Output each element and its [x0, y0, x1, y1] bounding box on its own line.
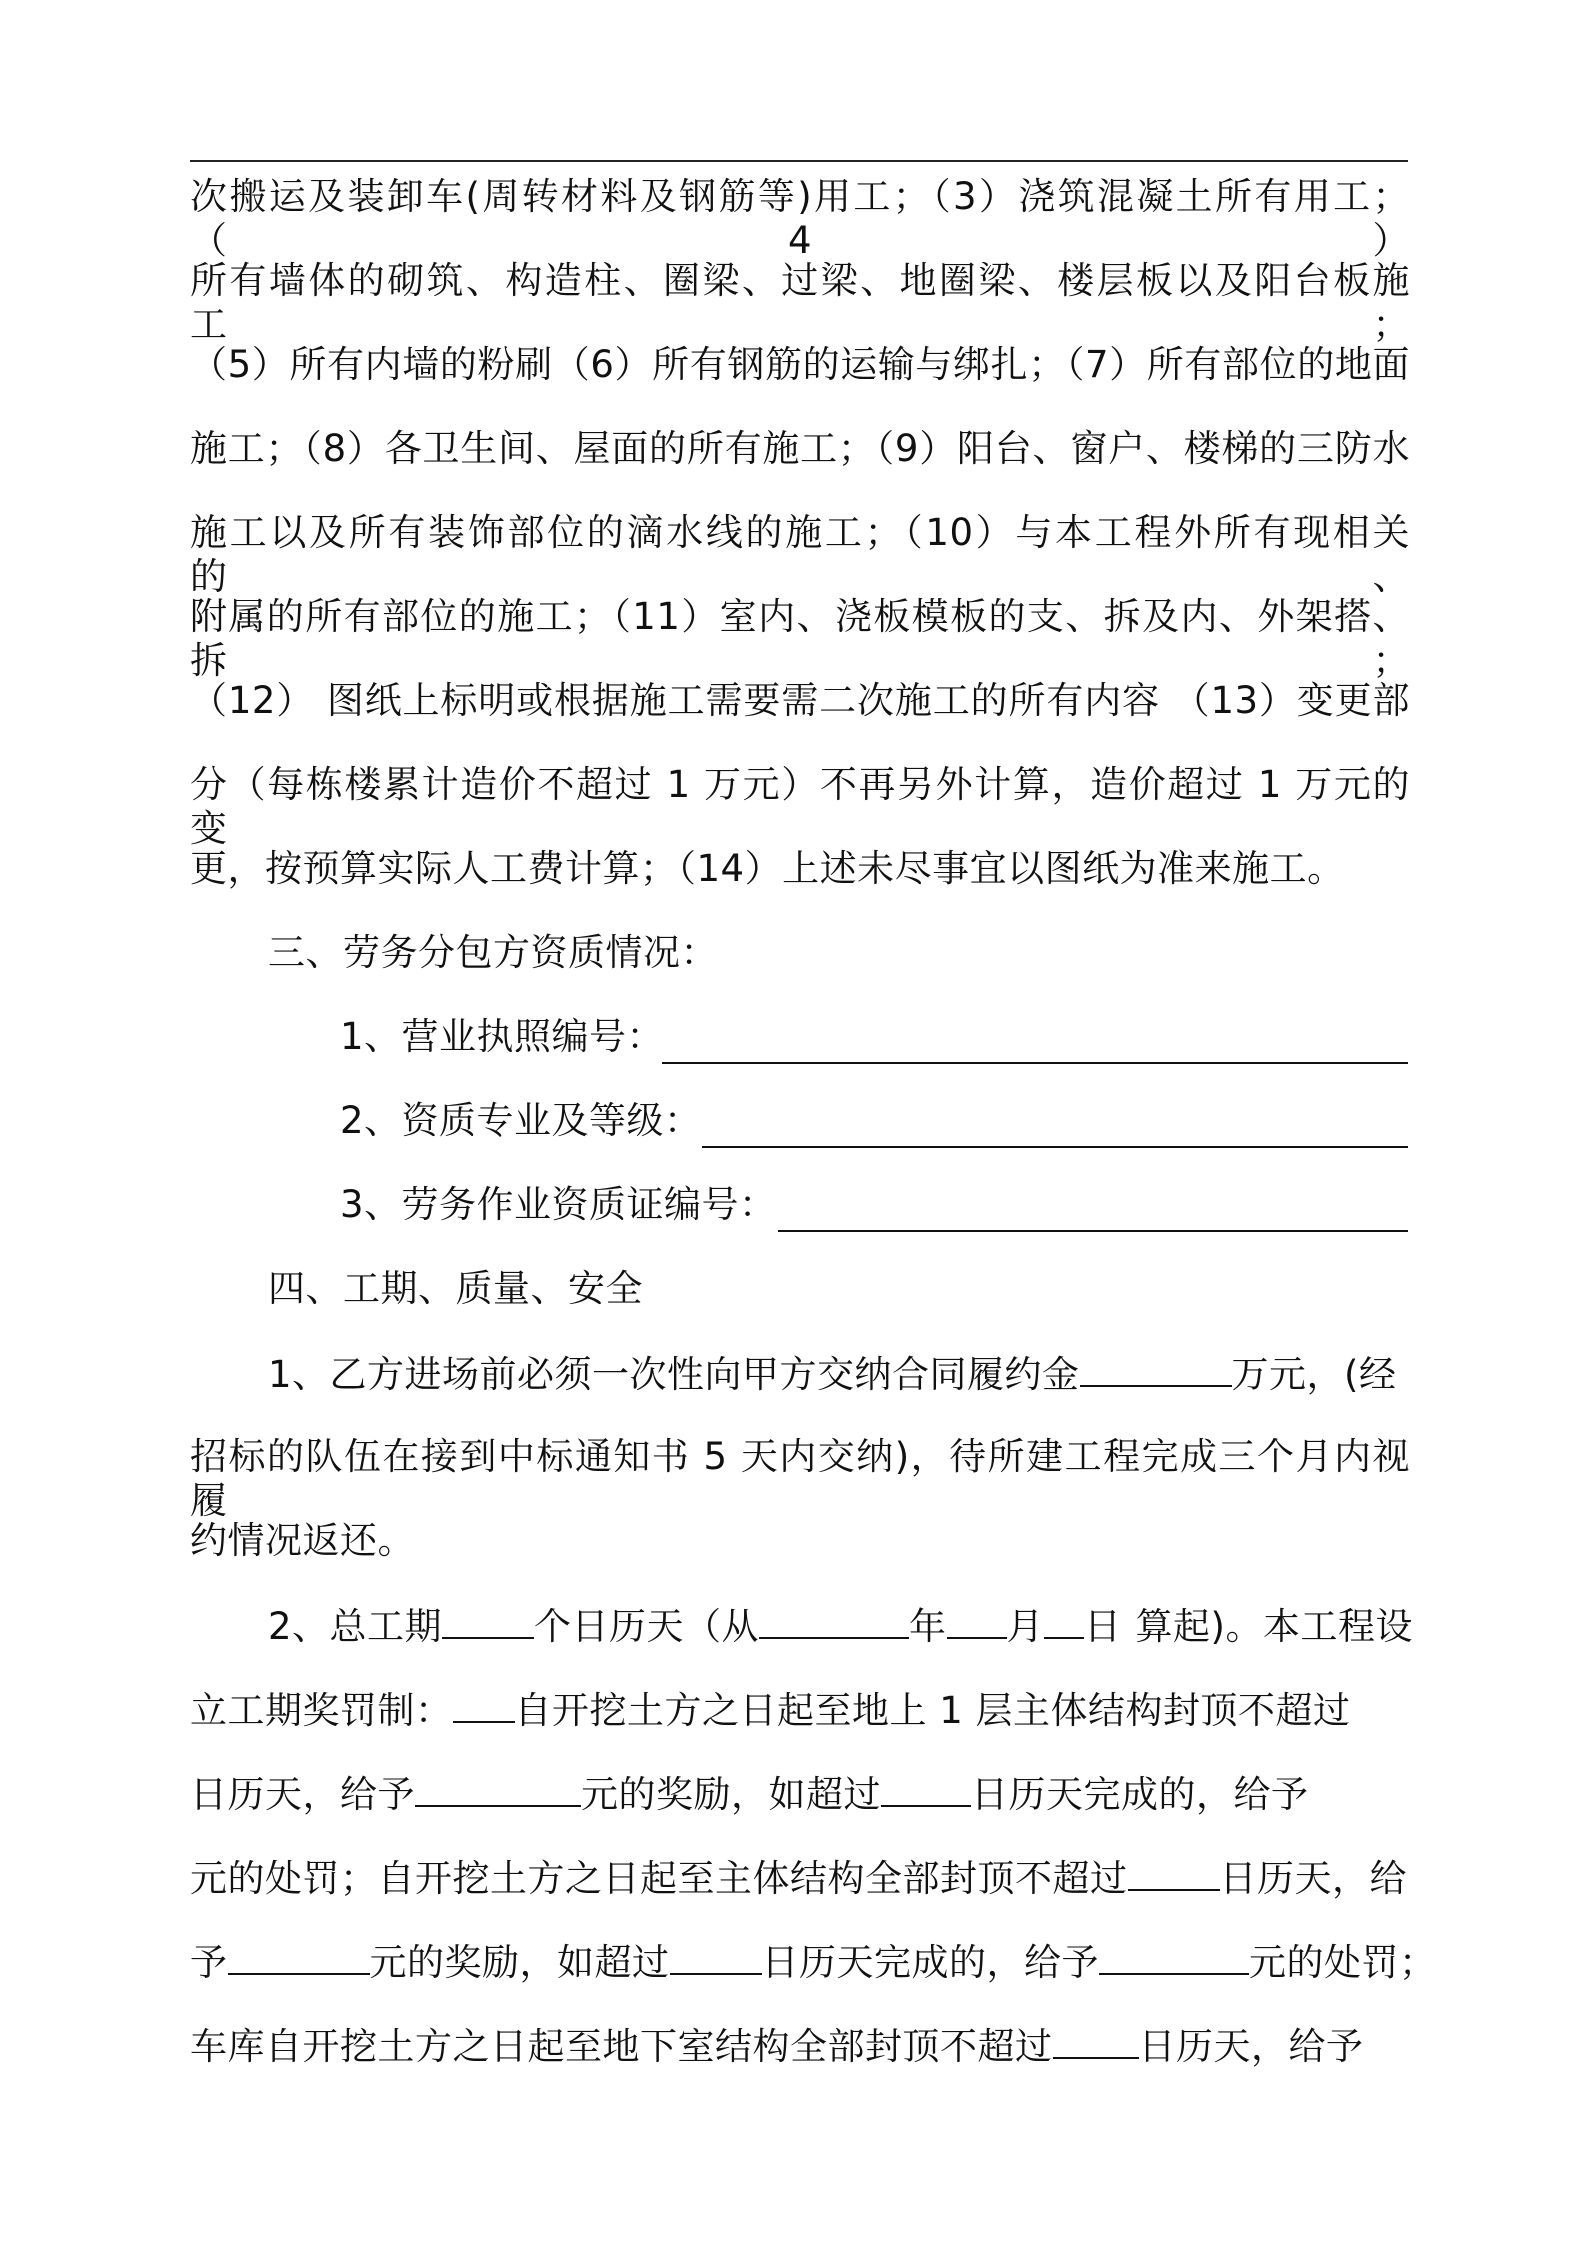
body-line-8: 分（每栋楼累计造价不超过 1 万元）不再另外计算，造价超过 1 万元的变 [190, 763, 1410, 850]
period-line-4 [190, 1855, 1410, 1901]
period-line-6 [190, 2023, 1410, 2069]
period-text-f: 算起)。本工程设 [1135, 1605, 1413, 1648]
start-year-blank[interactable] [759, 1603, 909, 1639]
day-label: 日 [1084, 1605, 1122, 1648]
period-l3-a: 日历天，给予 [190, 1773, 415, 1816]
body-line-1: 次搬运及装卸车(周转材料及钢筋等)用工；（3）浇筑混凝土所有用工；（4） [190, 175, 1410, 262]
body-line-5: 施工以及所有装饰部位的滴水线的施工；（10）与本工程外所有现相关的、 [190, 511, 1410, 598]
period-line-3 [190, 1771, 1410, 1817]
deposit-paragraph-line-1 [268, 1351, 1410, 1397]
period-l5-b: 元的奖励，如超过 [369, 1941, 670, 1984]
period-l2-b: 自开挖土方之日起至地上 1 层主体结构封顶不超过 [514, 1689, 1351, 1732]
start-day-blank[interactable] [1044, 1603, 1084, 1639]
days-blank-2[interactable] [1128, 1855, 1220, 1891]
period-l3-b: 元的奖励，如超过 [581, 1773, 881, 1816]
license-number-label: 1、营业执照编号： [340, 1015, 665, 1058]
penalty-amount-blank-2[interactable] [1099, 1939, 1249, 1975]
deposit-text-b: 万元，(经 [1231, 1353, 1397, 1396]
deposit-text-a: 1、乙方进场前必须一次性向甲方交纳合同履约金 [268, 1353, 1080, 1396]
section-3-heading: 三、劳务分包方资质情况： [268, 931, 718, 974]
certificate-number-label: 3、劳务作业资质证编号： [340, 1183, 777, 1226]
period-l5-d: 元的处罚； [1249, 1941, 1437, 1984]
deposit-paragraph-line-2: 招标的队伍在接到中标通知书 5 天内交纳)，待所建工程完成三个月内视履 [190, 1435, 1410, 1522]
certificate-number-field[interactable] [778, 1230, 1408, 1232]
qualification-field[interactable] [702, 1146, 1408, 1148]
period-l6-b: 日历天，给予 [1138, 2025, 1364, 2068]
overdue-days-blank-2[interactable] [670, 1939, 762, 1975]
reward-amount-blank-2[interactable] [228, 1939, 370, 1975]
period-l3-c: 日历天完成的，给予 [971, 1773, 1309, 1816]
period-text-b: 个日历天（从 [534, 1605, 760, 1648]
period-line-1 [268, 1603, 1413, 1649]
days-blank-1[interactable] [453, 1687, 515, 1723]
period-l5-c: 日历天完成的，给予 [761, 1941, 1099, 1984]
license-number-field[interactable] [662, 1062, 1408, 1064]
period-l5-a: 予 [190, 1941, 228, 1984]
body-line-4: 施工；（8）各卫生间、屋面的所有施工；（9）阳台、窗户、楼梯的三防水 [190, 427, 1410, 470]
body-line-2: 所有墙体的砌筑、构造柱、圈梁、过梁、地圈梁、楼层板以及阳台板施工； [190, 259, 1410, 346]
qualification-label: 2、资质专业及等级： [340, 1099, 702, 1142]
body-line-3: （5）所有内墙的粉刷（6）所有钢筋的运输与绑扎；（7）所有部位的地面 [190, 343, 1410, 386]
section-4-heading: 四、工期、质量、安全 [268, 1267, 643, 1310]
period-text-a: 2、总工期 [268, 1605, 443, 1648]
start-month-blank[interactable] [947, 1603, 1007, 1639]
overdue-days-blank-1[interactable] [881, 1771, 971, 1807]
body-line-6: 附属的所有部位的施工；（11）室内、浇板模板的支、拆及内、外架搭、拆； [190, 595, 1410, 682]
body-line-9: 更，按预算实际人工费计算；（14）上述未尽事宜以图纸为准来施工。 [190, 847, 1345, 890]
deposit-amount-blank[interactable] [1080, 1351, 1232, 1387]
reward-amount-blank-1[interactable] [415, 1771, 581, 1807]
period-l2-a: 立工期奖罚制： [190, 1689, 453, 1732]
body-line-7: （12） 图纸上标明或根据施工需要需二次施工的所有内容 （13）变更部 [190, 679, 1410, 722]
year-label: 年 [909, 1605, 947, 1648]
period-l4-b: 日历天，给 [1219, 1857, 1407, 1900]
month-label: 月 [1006, 1605, 1045, 1648]
header-rule [190, 160, 1408, 162]
period-l6-a: 车库自开挖土方之日起至地下室结构全部封顶不超过 [190, 2025, 1053, 2068]
total-days-blank[interactable] [442, 1603, 534, 1639]
days-blank-3[interactable] [1053, 2023, 1139, 2059]
deposit-paragraph-line-3: 约情况返还。 [190, 1519, 415, 1562]
period-l4-a: 元的处罚；自开挖土方之日起至主体结构全部封顶不超过 [190, 1857, 1128, 1900]
period-line-5 [190, 1939, 1437, 1985]
period-line-2 [190, 1687, 1410, 1733]
